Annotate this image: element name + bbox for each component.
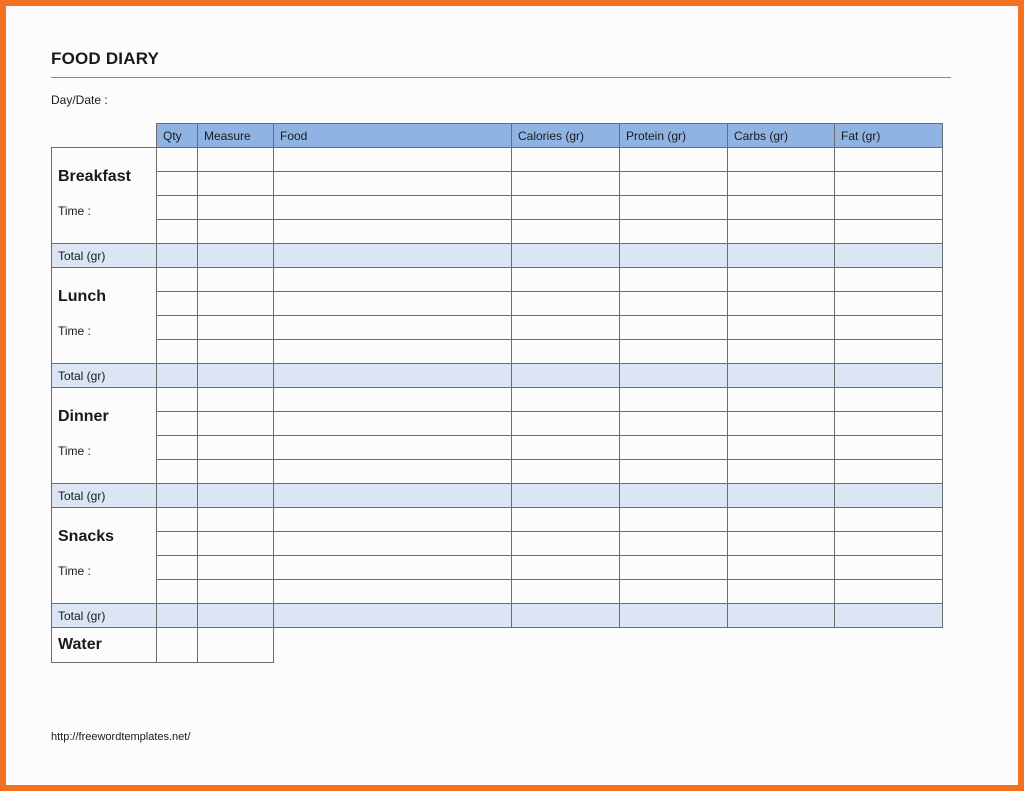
entry-cell[interactable] [157, 532, 198, 556]
column-header-qty: Qty [157, 124, 198, 148]
footer-url[interactable]: http://freewordtemplates.net/ [51, 731, 191, 743]
entry-cell[interactable] [198, 172, 274, 196]
total-cell[interactable] [835, 364, 943, 388]
entry-cell[interactable] [512, 556, 620, 580]
meal-time-dinner: Time : [58, 444, 91, 458]
entry-cell[interactable] [512, 460, 620, 484]
meal-name-dinner: Dinner [58, 408, 109, 425]
lunch-total-row [52, 364, 943, 388]
total-cell[interactable] [620, 364, 728, 388]
entry-cell[interactable] [728, 556, 835, 580]
total-cell[interactable] [198, 484, 274, 508]
entry-cell[interactable] [728, 268, 835, 292]
dinner-row [52, 436, 943, 460]
column-header-carbs: Carbs (gr) [728, 124, 835, 148]
entry-cell[interactable] [835, 436, 943, 460]
total-cell[interactable] [198, 244, 274, 268]
entry-cell[interactable] [835, 340, 943, 364]
total-cell[interactable] [512, 604, 620, 628]
entry-cell[interactable] [274, 436, 512, 460]
dinner-row [52, 412, 943, 436]
column-header-calories: Calories (gr) [512, 124, 620, 148]
entry-cell[interactable] [274, 148, 512, 172]
snacks-row [52, 580, 943, 604]
entry-cell[interactable] [274, 388, 512, 412]
total-cell[interactable] [274, 604, 512, 628]
lunch-row [52, 268, 943, 292]
entry-cell[interactable] [157, 580, 198, 604]
breakfast-row [52, 196, 943, 220]
entry-cell[interactable] [835, 532, 943, 556]
entry-cell[interactable] [512, 412, 620, 436]
entry-cell[interactable] [198, 268, 274, 292]
total-cell[interactable] [274, 484, 512, 508]
total-cell[interactable] [157, 484, 198, 508]
entry-cell[interactable] [835, 220, 943, 244]
entry-cell[interactable] [274, 220, 512, 244]
entry-cell[interactable] [835, 292, 943, 316]
total-label-lunch: Total (gr) [52, 364, 157, 388]
entry-cell[interactable] [198, 148, 274, 172]
entry-cell[interactable] [198, 580, 274, 604]
entry-cell[interactable] [274, 292, 512, 316]
entry-cell[interactable] [198, 388, 274, 412]
entry-cell[interactable] [512, 220, 620, 244]
column-header-measure: Measure [198, 124, 274, 148]
entry-cell[interactable] [512, 316, 620, 340]
entry-cell[interactable] [728, 508, 835, 532]
entry-cell[interactable] [274, 340, 512, 364]
entry-cell[interactable] [728, 172, 835, 196]
food-diary-table [51, 123, 943, 663]
water-label-cell [52, 628, 157, 663]
total-cell[interactable] [835, 244, 943, 268]
entry-cell[interactable] [512, 196, 620, 220]
snacks-total-row [52, 604, 943, 628]
snacks-label-cell [52, 508, 157, 604]
entry-cell[interactable] [198, 340, 274, 364]
total-cell[interactable] [198, 604, 274, 628]
title-divider [51, 77, 951, 78]
document-page [6, 6, 1018, 785]
entry-cell[interactable] [728, 292, 835, 316]
entry-cell[interactable] [728, 412, 835, 436]
entry-cell[interactable] [157, 412, 198, 436]
entry-cell[interactable] [728, 196, 835, 220]
total-cell[interactable] [274, 364, 512, 388]
total-label-dinner: Total (gr) [52, 484, 157, 508]
entry-cell[interactable] [157, 148, 198, 172]
entry-cell[interactable] [274, 268, 512, 292]
entry-cell[interactable] [620, 388, 728, 412]
water-measure-cell[interactable] [198, 628, 274, 663]
total-cell[interactable] [728, 604, 835, 628]
entry-cell[interactable] [198, 220, 274, 244]
lunch-row [52, 340, 943, 364]
snacks-row [52, 532, 943, 556]
entry-cell[interactable] [835, 460, 943, 484]
total-cell[interactable] [620, 484, 728, 508]
entry-cell[interactable] [835, 580, 943, 604]
water-empty-space [835, 628, 943, 663]
dinner-row [52, 388, 943, 412]
breakfast-row [52, 172, 943, 196]
breakfast-row [52, 220, 943, 244]
entry-cell[interactable] [157, 172, 198, 196]
entry-cell[interactable] [620, 508, 728, 532]
lunch-row [52, 316, 943, 340]
entry-cell[interactable] [728, 436, 835, 460]
lunch-label-cell [52, 268, 157, 364]
entry-cell[interactable] [728, 532, 835, 556]
entry-cell[interactable] [728, 220, 835, 244]
entry-cell[interactable] [274, 172, 512, 196]
entry-cell[interactable] [198, 412, 274, 436]
entry-cell[interactable] [728, 148, 835, 172]
snacks-row [52, 508, 943, 532]
entry-cell[interactable] [835, 148, 943, 172]
entry-cell[interactable] [835, 388, 943, 412]
entry-cell[interactable] [512, 388, 620, 412]
breakfast-total-row [52, 244, 943, 268]
entry-cell[interactable] [198, 460, 274, 484]
total-label-snacks: Total (gr) [52, 604, 157, 628]
document-title: FOOD DIARY [51, 49, 160, 68]
entry-cell[interactable] [274, 412, 512, 436]
meal-time-lunch: Time : [58, 324, 91, 338]
total-cell[interactable] [835, 484, 943, 508]
entry-cell[interactable] [620, 268, 728, 292]
entry-cell[interactable] [157, 556, 198, 580]
entry-cell[interactable] [512, 292, 620, 316]
water-empty-space [274, 628, 512, 663]
entry-cell[interactable] [512, 532, 620, 556]
water-row [52, 628, 943, 663]
entry-cell[interactable] [620, 556, 728, 580]
breakfast-row [52, 148, 943, 172]
entry-cell[interactable] [198, 292, 274, 316]
meal-name-breakfast: Breakfast [58, 168, 131, 185]
dinner-total-row [52, 484, 943, 508]
entry-cell[interactable] [728, 460, 835, 484]
entry-cell[interactable] [274, 532, 512, 556]
total-cell[interactable] [835, 604, 943, 628]
total-cell[interactable] [620, 604, 728, 628]
snacks-row [52, 556, 943, 580]
entry-cell[interactable] [274, 316, 512, 340]
entry-cell[interactable] [157, 340, 198, 364]
meal-name-snacks: Snacks [58, 528, 115, 545]
column-header-protein: Protein (gr) [620, 124, 728, 148]
water-qty-cell[interactable] [157, 628, 198, 663]
total-cell[interactable] [198, 364, 274, 388]
entry-cell[interactable] [198, 532, 274, 556]
entry-cell[interactable] [157, 316, 198, 340]
total-cell[interactable] [728, 484, 835, 508]
entry-cell[interactable] [157, 196, 198, 220]
entry-cell[interactable] [620, 316, 728, 340]
total-cell[interactable] [512, 484, 620, 508]
entry-cell[interactable] [198, 196, 274, 220]
entry-cell[interactable] [198, 316, 274, 340]
entry-cell[interactable] [728, 340, 835, 364]
total-cell[interactable] [157, 604, 198, 628]
total-cell[interactable] [274, 244, 512, 268]
entry-cell[interactable] [157, 388, 198, 412]
entry-cell[interactable] [620, 532, 728, 556]
entry-cell[interactable] [835, 556, 943, 580]
meal-time-snacks: Time : [58, 564, 91, 578]
total-cell[interactable] [620, 244, 728, 268]
entry-cell[interactable] [835, 412, 943, 436]
entry-cell[interactable] [728, 316, 835, 340]
entry-cell[interactable] [512, 268, 620, 292]
water-empty-space [512, 628, 620, 663]
entry-cell[interactable] [620, 460, 728, 484]
entry-cell[interactable] [835, 508, 943, 532]
entry-cell[interactable] [512, 172, 620, 196]
entry-cell[interactable] [157, 436, 198, 460]
total-cell[interactable] [512, 364, 620, 388]
total-cell[interactable] [157, 364, 198, 388]
entry-cell[interactable] [728, 388, 835, 412]
entry-cell[interactable] [157, 460, 198, 484]
entry-cell[interactable] [157, 292, 198, 316]
total-cell[interactable] [157, 244, 198, 268]
entry-cell[interactable] [198, 436, 274, 460]
water-empty-space [620, 628, 728, 663]
entry-cell[interactable] [620, 340, 728, 364]
column-header-fat: Fat (gr) [835, 124, 943, 148]
entry-cell[interactable] [512, 580, 620, 604]
entry-cell[interactable] [620, 436, 728, 460]
entry-cell[interactable] [274, 196, 512, 220]
entry-cell[interactable] [274, 508, 512, 532]
entry-cell[interactable] [198, 556, 274, 580]
entry-cell[interactable] [835, 172, 943, 196]
entry-cell[interactable] [620, 148, 728, 172]
meal-name-lunch: Lunch [58, 288, 106, 305]
entry-cell[interactable] [728, 580, 835, 604]
entry-cell[interactable] [835, 316, 943, 340]
water-empty-space [728, 628, 835, 663]
total-cell[interactable] [728, 364, 835, 388]
water-label: Water [58, 636, 102, 653]
entry-cell[interactable] [157, 268, 198, 292]
entry-cell[interactable] [512, 148, 620, 172]
entry-cell[interactable] [835, 196, 943, 220]
day-date-label: Day/Date : [51, 93, 108, 107]
meal-time-breakfast: Time : [58, 204, 91, 218]
column-header-food: Food [274, 124, 512, 148]
lunch-row [52, 292, 943, 316]
entry-cell[interactable] [620, 172, 728, 196]
entry-cell[interactable] [512, 508, 620, 532]
entry-cell[interactable] [157, 220, 198, 244]
total-cell[interactable] [512, 244, 620, 268]
entry-cell[interactable] [274, 556, 512, 580]
entry-cell[interactable] [620, 412, 728, 436]
entry-cell[interactable] [157, 508, 198, 532]
total-cell[interactable] [728, 244, 835, 268]
entry-cell[interactable] [620, 196, 728, 220]
entry-cell[interactable] [620, 220, 728, 244]
breakfast-label-cell [52, 148, 157, 244]
entry-cell[interactable] [198, 508, 274, 532]
header-row [52, 124, 943, 148]
entry-cell[interactable] [620, 292, 728, 316]
total-label-breakfast: Total (gr) [52, 244, 157, 268]
entry-cell[interactable] [512, 436, 620, 460]
entry-cell[interactable] [274, 460, 512, 484]
dinner-label-cell [52, 388, 157, 484]
entry-cell[interactable] [835, 268, 943, 292]
entry-cell[interactable] [620, 580, 728, 604]
header-corner [52, 124, 157, 148]
entry-cell[interactable] [512, 340, 620, 364]
dinner-row [52, 460, 943, 484]
entry-cell[interactable] [274, 580, 512, 604]
